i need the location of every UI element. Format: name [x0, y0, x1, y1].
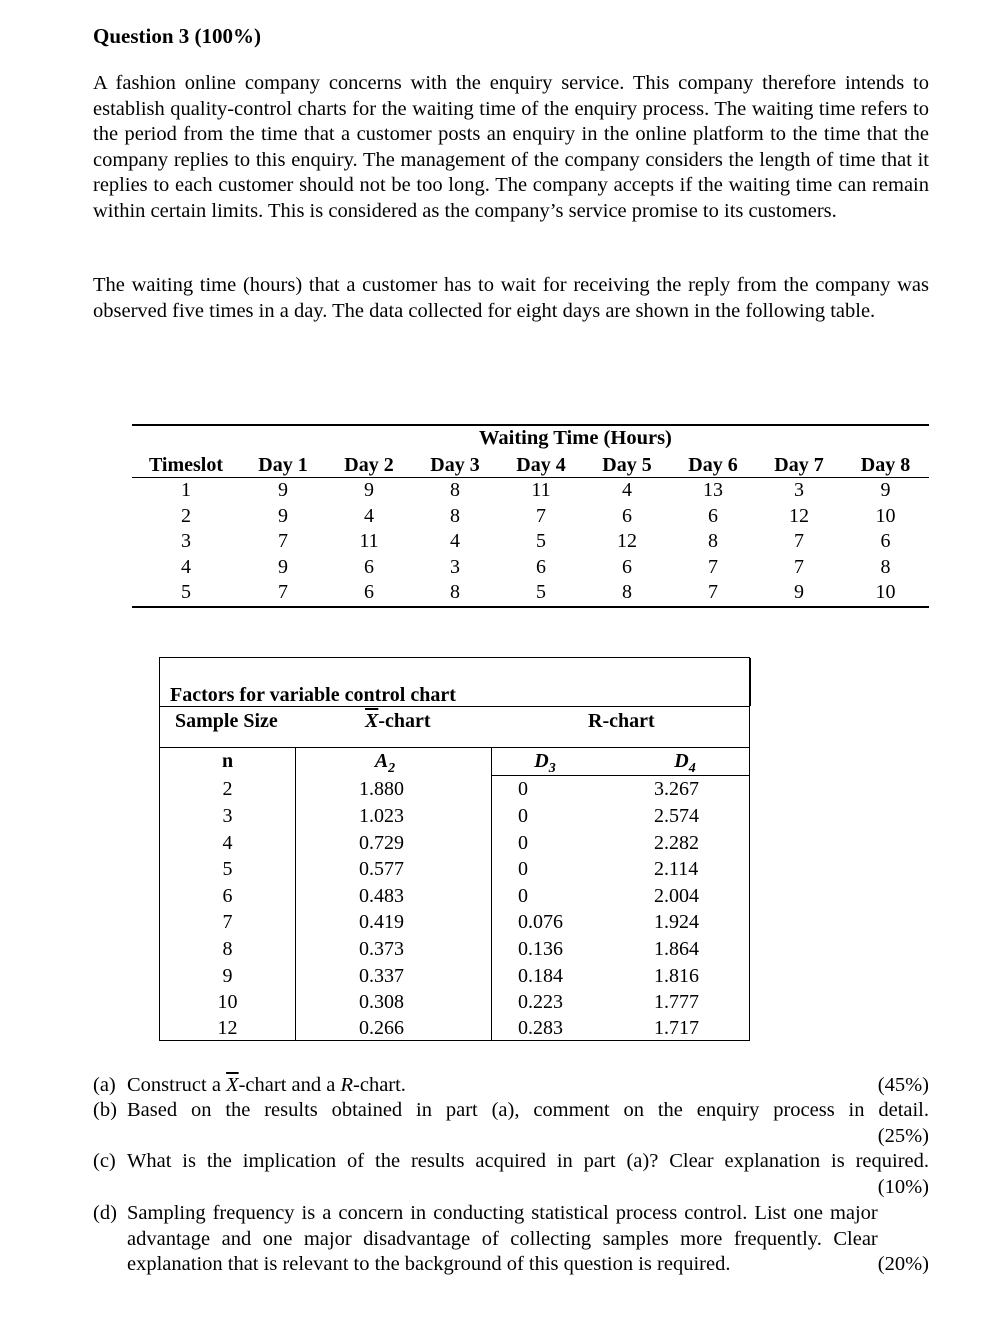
table-cell: 6 — [536, 555, 546, 578]
table-row — [132, 529, 929, 555]
table-cell: 5 — [498, 580, 584, 607]
table-row — [132, 555, 929, 581]
divider — [160, 706, 749, 707]
table-cell: 5 — [536, 530, 546, 552]
table-cell: 8 — [584, 580, 670, 607]
table-cell: 9 — [364, 479, 374, 501]
waiting-header-row — [132, 453, 929, 478]
question-title: Question 3 (100%) — [93, 24, 261, 48]
xbar-symbol: $\overline{X}$ — [226, 1074, 239, 1096]
table-cell: 6 — [622, 504, 632, 527]
table-cell: 3 — [450, 555, 460, 578]
table-row: 10 0.308 0.223 1.777 — [217, 991, 699, 1013]
table-cell: 8 — [880, 555, 891, 578]
table-cell: 9 — [756, 580, 842, 607]
table-cell: 6 — [364, 555, 374, 578]
table-row: 3 1.023 0 2.574 — [222, 805, 699, 827]
table-cell: 9 — [278, 555, 288, 578]
table-row — [132, 504, 929, 530]
table-cell: 9 — [278, 479, 288, 501]
table-cell: 7 — [794, 530, 804, 552]
header-day-7: Day 7 — [756, 453, 842, 478]
table-row: 6 0.483 0 2.004 — [222, 885, 699, 907]
table-cell: 10 — [875, 504, 896, 527]
question-b-text: Based on the results obtained in part (a), comment on the enquiry process in detail. (25%) — [127, 1098, 929, 1149]
table-cell: 2 — [181, 504, 191, 527]
table-cell: 7 — [794, 555, 804, 578]
table-cell: 7 — [708, 555, 718, 578]
factors-title: Factors for variable control chart — [170, 684, 456, 706]
table-cell: 1 — [181, 479, 191, 501]
table-cell: 8 — [450, 479, 460, 501]
waiting-time-table — [132, 424, 929, 603]
table-cell: 8 — [412, 580, 498, 607]
header-day-6: Day 6 — [670, 453, 756, 478]
table-cell: 3 — [794, 479, 804, 501]
question-c — [93, 1149, 929, 1200]
table-cell: 6 — [880, 530, 891, 552]
xbar-chart-suffix: -chart — [378, 710, 431, 732]
data-paragraph: The waiting time (hours) that a customer has to wait for receiving the reply from the company was observed five times in a day. The data collected for eight days are shown in the following table. — [93, 274, 929, 322]
table-cell: 9 — [278, 504, 288, 527]
table-cell: 7 — [670, 580, 756, 607]
table-cell: 8 — [708, 530, 718, 552]
table-cell: 7 — [536, 504, 546, 527]
table-row: 7 0.419 0.076 1.924 — [222, 911, 699, 933]
header-day-5: Day 5 — [584, 453, 670, 478]
question-d-label: (d) — [93, 1202, 117, 1224]
question-c-marks: (10%) — [877, 1175, 929, 1198]
col-a2-header: $A_2$ — [374, 750, 396, 776]
factors-table — [159, 657, 750, 1041]
waiting-time-title: Waiting Time (Hours) — [479, 427, 672, 449]
header-day-2: Day 2 — [326, 453, 412, 478]
question-d-text: (20%) Sampling frequency is a concern in conducting statistical process control. List one major advantage and one major disadvantage of collecting samples more frequently. Clear explanation that is relevant to the background of this question is required. — [127, 1201, 929, 1278]
header-day-1: Day 1 — [240, 453, 326, 478]
table-row: 12 0.266 0.283 1.717 — [217, 1017, 699, 1039]
question-b-marks: (25%) — [877, 1124, 929, 1147]
table-row: 2 1.880 0 3.267 — [222, 778, 699, 800]
header-day-3: Day 3 — [412, 453, 498, 478]
table-cell: 12 — [617, 530, 637, 552]
table-cell: 4 — [181, 555, 191, 578]
question-a-label: (a) — [93, 1074, 116, 1096]
table-row: 9 0.337 0.184 1.816 — [222, 965, 699, 987]
question-b-label: (b) — [93, 1099, 117, 1121]
header-day-4: Day 4 — [498, 453, 584, 478]
header-timeslot: Timeslot — [132, 453, 240, 478]
table-cell: 10 — [842, 580, 929, 607]
divider — [160, 747, 749, 748]
header-day-8: Day 8 — [842, 453, 929, 478]
question-a-marks: (45%) — [877, 1074, 929, 1096]
table-cell: 6 — [708, 504, 718, 527]
waiting-time-grid — [132, 453, 929, 608]
question-b — [93, 1098, 929, 1149]
table-row: 8 0.373 0.136 1.864 — [222, 938, 699, 960]
table-cell: 11 — [359, 530, 379, 552]
table-row — [132, 580, 929, 607]
table-cell: 6 — [326, 580, 412, 607]
col-n-header: n — [221, 750, 234, 772]
xbar-chart-header — [365, 710, 431, 733]
table-cell: 5 — [132, 580, 240, 607]
xbar-symbol: $\overline{X}$ — [365, 710, 379, 732]
table-cell: 4 — [622, 479, 632, 501]
question-c-text: What is the implication of the results acquired in part (a)? Clear explanation is required. (10%) — [127, 1149, 929, 1200]
r-chart-header: R-chart — [588, 710, 655, 732]
intro-paragraph: A fashion online company concerns with the enquiry service. This company therefore intends to establish quality-control charts for the waiting time of the enquiry process. The waiting time refers to the period from the time that a customer posts an enquiry in the online platform to the time that the company replies to this enquiry. The management of the company considers the length of time that it replies to each customer should not be too long. The company accepts if the waiting time can remain within certain limits. This is considered as the company’s service promise to its customers. — [93, 72, 929, 222]
table-top-rule — [132, 424, 929, 426]
table-cell: 4 — [450, 530, 460, 552]
table-cell: 4 — [364, 504, 374, 527]
col-d4-header: $D_4$ — [674, 750, 696, 776]
col-d3-header: $D_3$ — [534, 750, 556, 776]
sample-size-header: Sample Size — [175, 710, 278, 732]
table-cell: 13 — [703, 479, 723, 501]
table-cell: 12 — [789, 504, 809, 527]
question-d-marks: (20%) — [877, 1253, 929, 1275]
table-cell: 7 — [278, 530, 288, 552]
table-cell: 9 — [880, 479, 891, 501]
table-row — [132, 478, 929, 504]
table-cell: 3 — [181, 530, 191, 552]
table-row: 4 0.729 0 2.282 — [222, 832, 699, 854]
question-a-text: (45%) Construct a $\overline{X}$-chart and a R-chart. — [127, 1073, 929, 1099]
question-c-label: (c) — [93, 1150, 116, 1172]
table-cell: 11 — [531, 479, 551, 501]
table-row: 5 0.577 0 2.114 — [222, 858, 699, 880]
divider — [750, 658, 751, 706]
table-cell: 7 — [240, 580, 326, 607]
question-d — [93, 1201, 929, 1278]
question-a — [93, 1073, 929, 1099]
table-cell: 8 — [450, 504, 460, 527]
table-cell: 6 — [622, 555, 632, 578]
